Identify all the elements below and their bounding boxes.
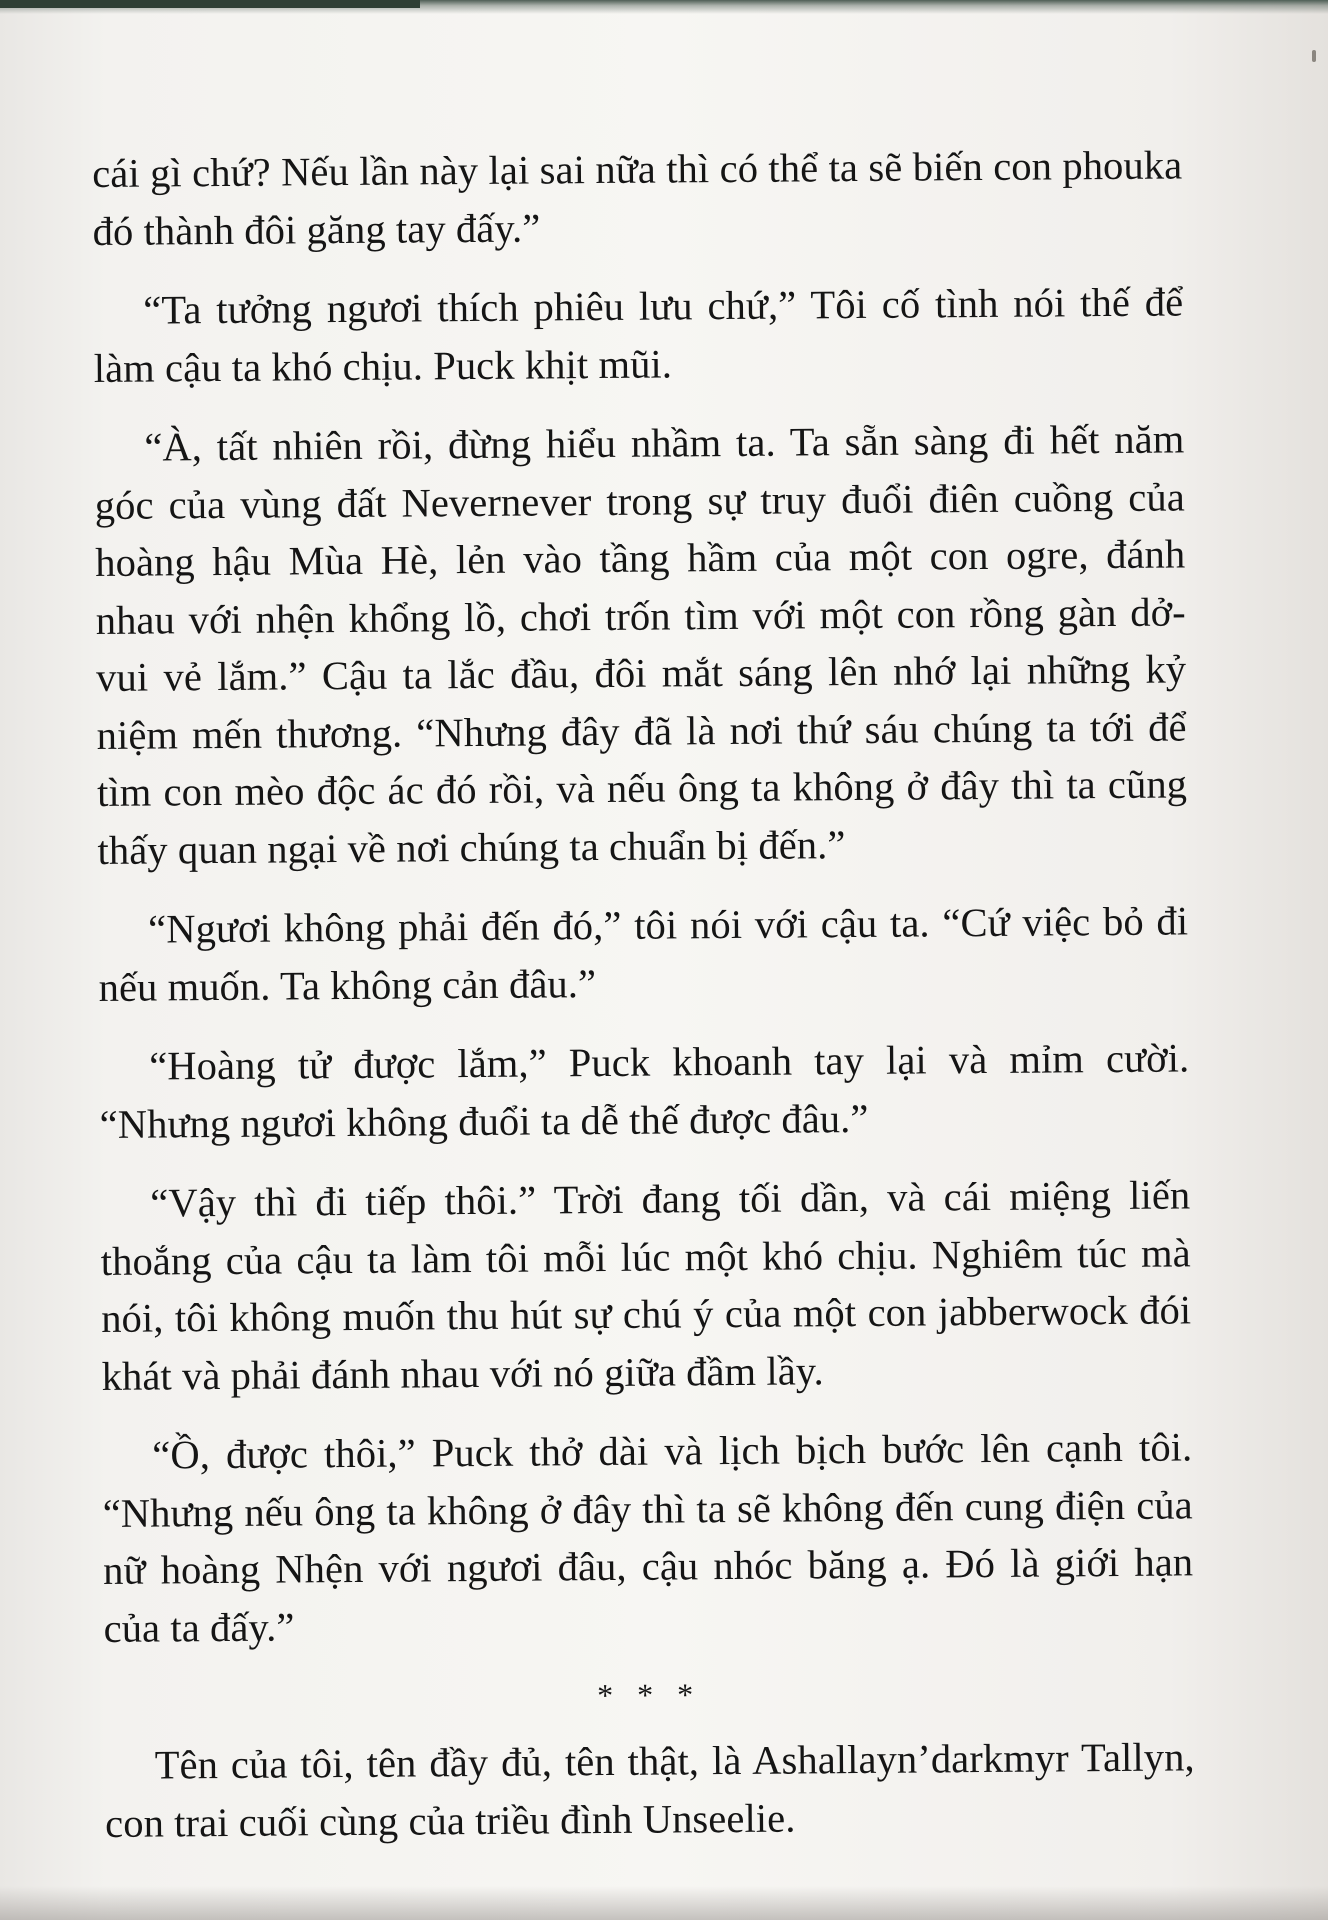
paragraph-dialogue: “À, tất nhiên rồi, đừng hiểu nhầm ta. Ta sẵn sàng đi hết năm góc của vùng đất Nevernever trong sự truy đuổi điên cuồng của hoàng hậu Mùa Hè, lẻn vào tầng hầm của một con ogre, đánh nhau với nhện khổng lồ, chơi trốn tìm với một con rồng gàn dở-vui vẻ lắm.” Cậu ta lắc đầu, đôi mắt sáng lên nhớ lại những kỷ niệm mến thương. “Nhưng đây đã là nơi thứ sáu chúng ta tới để tìm con mèo độc ác đó rồi, và nếu ông ta không ở đây thì ta cũng thấy quan ngại về nơi chúng ta chuẩn bị đến.” [94,416,1188,873]
paragraph-dialogue: “Ta tưởng ngươi thích phiêu lưu chứ,” Tôi cố tình nói thế để làm cậu ta khó chịu. Puck khịt mũi. [93,279,1184,391]
page-edge-mark [1312,50,1316,62]
paragraph-dialogue: “Ngươi không phải đến đó,” tôi nói với cậu ta. “Cứ việc bỏ đi nếu muốn. Ta không cản đâu.” [98,898,1189,1010]
book-text [92,136,1196,1874]
paragraph-dialogue: “Vậy thì đi tiếp thôi.” Trời đang tối dần, và cái miệng liến thoắng của cậu ta làm tôi mỗi lúc một khó chịu. Nghiêm túc mà nói, tôi không muốn thu hút sự chú ý của một con jabberwock đói khát và phải đánh nhau với nó giữa đầm lầy. [100,1172,1192,1399]
page-bottom-shadow [0,1886,1328,1920]
paragraph-dialogue: “Ồ, được thôi,” Puck thở dài và lịch bịch bước lên cạnh tôi. “Nhưng nếu ông ta không ở đây thì ta sẽ không đến cung điện của nữ hoàng Nhện với ngươi đâu, cậu nhóc băng ạ. Đó là giới hạn của ta đấy.” [102,1424,1194,1651]
page-binding-edge [0,0,420,8]
paragraph-continuation: cái gì chứ? Nếu lần này lại sai nữa thì có thể ta sẽ biến con phouka đó thành đôi găng tay đấy.” [92,142,1183,254]
paragraph-narration: Tên của tôi, tên đầy đủ, tên thật, là Ashallayn’darkmyr Tallyn, con trai cuối cùng của triều đình Unseelie. [105,1734,1195,1846]
paragraph-dialogue: “Hoàng tử được lắm,” Puck khoanh tay lại và mỉm cười. “Nhưng ngươi không đuổi ta dễ thế được đâu.” [99,1035,1190,1147]
section-separator: * * * [597,1676,702,1714]
